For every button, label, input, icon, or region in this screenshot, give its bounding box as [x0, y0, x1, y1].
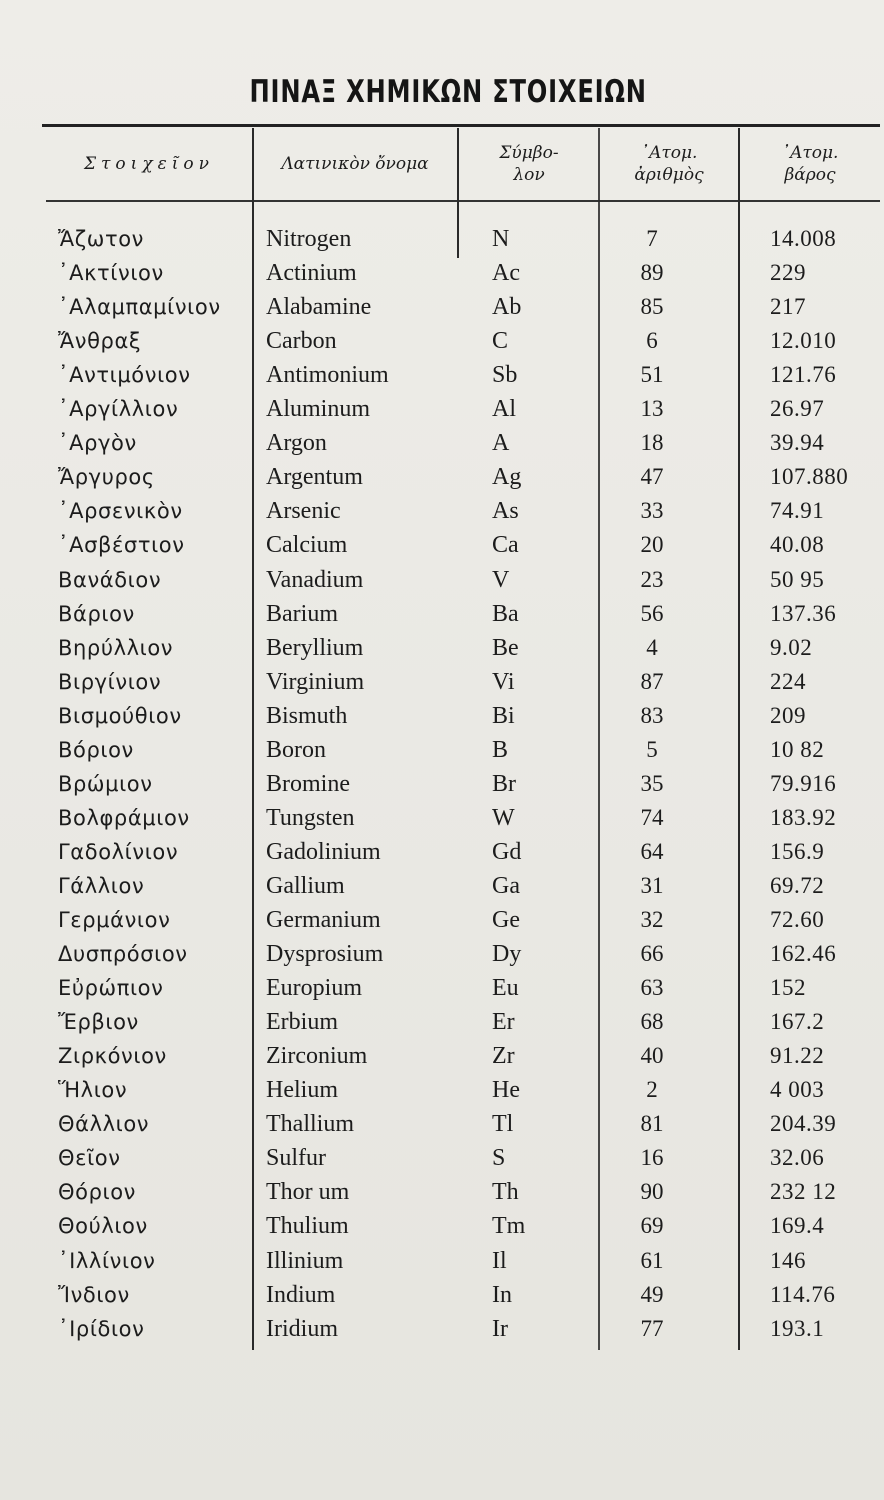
table-row	[0, 869, 884, 903]
atomic-weight: 9.02	[770, 634, 813, 660]
element-greek-name: Δυσπρόσιον	[58, 942, 188, 967]
element-greek-name: ᾿Ακτίνιον	[58, 261, 164, 286]
element-symbol: Il	[492, 1247, 507, 1274]
element-greek-name: Βολφράμιον	[58, 805, 190, 830]
atomic-number: 63	[640, 975, 664, 1001]
header-atomic-number	[600, 130, 738, 198]
element-latin-name: Thulium	[266, 1213, 349, 1240]
element-symbol: Ga	[492, 872, 520, 899]
element-latin-name: Gallium	[266, 872, 345, 899]
header-latin-name	[254, 130, 456, 198]
table-row	[0, 1107, 884, 1141]
atomic-number: 49	[640, 1281, 664, 1307]
header-element	[46, 130, 252, 198]
atomic-weight: 152	[770, 975, 806, 1001]
atomic-weight: 72.60	[770, 907, 825, 932]
atomic-number: 87	[640, 668, 664, 694]
element-symbol: B	[492, 736, 509, 763]
element-latin-name: Boron	[266, 736, 326, 763]
atomic-weight: 183.92	[770, 804, 837, 830]
page-title: ΠΙΝΑΞ ΧΗΜΙΚΩΝ ΣΤΟΙΧΕΙΩΝ	[249, 74, 647, 110]
atomic-weight: 79.916	[770, 770, 837, 796]
table-row	[0, 528, 884, 562]
element-greek-name: ᾿Ασβέστιον	[58, 533, 185, 558]
atomic-number: 31	[640, 872, 664, 898]
table-top-rule	[42, 124, 880, 127]
element-greek-name: Ἄζωτον	[58, 227, 144, 251]
table-row	[0, 801, 884, 835]
atomic-number: 23	[640, 566, 664, 592]
atomic-weight: 91.22	[770, 1043, 825, 1069]
element-latin-name: Germanium	[266, 907, 381, 933]
header-atomic-weight-line1: ᾿Ατομ.	[781, 143, 839, 163]
table-row	[0, 358, 884, 392]
element-symbol: S	[492, 1145, 506, 1172]
atomic-number: 90	[640, 1179, 664, 1205]
atomic-number: 33	[640, 498, 664, 524]
atomic-weight: 162.46	[770, 941, 837, 967]
atomic-weight: 156.9	[770, 838, 825, 864]
element-latin-name: Antimonium	[266, 362, 389, 389]
element-latin-name: Bismuth	[266, 702, 348, 729]
element-symbol: V	[492, 566, 510, 593]
element-symbol: In	[492, 1281, 512, 1308]
atomic-number: 64	[640, 838, 664, 864]
element-greek-name: Βόριον	[58, 737, 134, 762]
element-latin-name: Helium	[266, 1077, 338, 1104]
header-symbol-line1: Σύμβο-	[499, 143, 559, 163]
element-latin-name: Beryllium	[266, 634, 364, 661]
table-row	[0, 563, 884, 597]
element-latin-name: Zirconium	[266, 1043, 368, 1070]
element-latin-name: Vanadium	[266, 566, 364, 593]
atomic-number: 35	[640, 770, 664, 796]
table-row	[0, 290, 884, 324]
element-symbol: Ge	[492, 907, 520, 933]
header-symbol	[460, 130, 598, 198]
element-symbol: Dy	[492, 941, 522, 968]
element-latin-name: Arsenic	[266, 498, 341, 525]
element-latin-name: Carbon	[266, 328, 337, 355]
header-atomic-number-line1: ᾿Ατομ.	[640, 143, 698, 163]
element-greek-name: ᾿Αργὸν	[58, 431, 137, 456]
element-greek-name: Βηρύλλιον	[58, 635, 174, 660]
table-row	[0, 1175, 884, 1209]
element-latin-name: Gadolinium	[266, 838, 381, 865]
atomic-number: 5	[646, 736, 658, 762]
element-latin-name: Aluminum	[266, 396, 371, 423]
element-symbol: Ba	[492, 600, 519, 627]
header-atomic-weight-line2: βάρος	[784, 165, 836, 185]
atomic-number: 81	[640, 1111, 664, 1137]
element-latin-name: Argon	[266, 430, 327, 457]
element-greek-name: Ἔρβιον	[58, 1010, 139, 1035]
element-latin-name: Dysprosium	[266, 941, 384, 968]
table-row	[0, 324, 884, 358]
atomic-weight: 26.97	[770, 396, 825, 422]
element-latin-name: Nitrogen	[266, 226, 352, 252]
element-symbol: W	[492, 804, 515, 831]
table-row	[0, 1244, 884, 1278]
atomic-number: 66	[640, 941, 664, 967]
element-greek-name: ᾿Αντιμόνιον	[58, 363, 191, 388]
atomic-number: 32	[640, 907, 664, 932]
element-greek-name: Εὐρώπιον	[58, 976, 164, 1001]
element-symbol: Al	[492, 396, 516, 423]
element-greek-name: Βισμούθιον	[58, 703, 182, 728]
element-symbol: Sb	[492, 362, 518, 389]
atomic-number: 83	[640, 702, 664, 728]
element-latin-name: Thor um	[266, 1179, 350, 1206]
element-greek-name: Ἄνθραξ	[58, 329, 142, 354]
element-greek-name: Βρώμιον	[58, 771, 153, 796]
element-latin-name: Erbium	[266, 1009, 338, 1036]
table-row	[0, 1278, 884, 1312]
table-row	[0, 631, 884, 665]
element-greek-name: ᾿Ιρίδιον	[58, 1316, 145, 1341]
element-symbol: Ag	[492, 464, 522, 491]
atomic-number: 7	[646, 226, 658, 251]
element-latin-name: Bromine	[266, 770, 350, 797]
header-atomic-weight	[740, 130, 880, 198]
atomic-number: 89	[640, 260, 664, 286]
atomic-weight: 107.880	[770, 464, 849, 490]
element-symbol: Zr	[492, 1043, 515, 1070]
element-symbol: Be	[492, 634, 519, 661]
atomic-weight: 232 12	[770, 1179, 837, 1205]
atomic-weight: 114.76	[770, 1281, 836, 1307]
element-symbol: As	[492, 498, 519, 525]
element-greek-name: ᾿Αλαμπαμίνιον	[58, 295, 221, 320]
header-element-label: Στοιχεῖον	[84, 154, 214, 174]
table-row	[0, 460, 884, 494]
atomic-weight: 14.008	[770, 226, 837, 251]
atomic-weight: 146	[770, 1247, 806, 1273]
element-symbol: C	[492, 328, 509, 355]
element-symbol: He	[492, 1077, 520, 1104]
element-symbol: Bi	[492, 702, 515, 729]
atomic-weight: 40.08	[770, 532, 825, 558]
element-greek-name: Γαδολίνιον	[58, 839, 179, 864]
element-symbol: Eu	[492, 975, 519, 1002]
atomic-weight: 12.010	[770, 328, 837, 354]
element-latin-name: Actinium	[266, 260, 357, 287]
atomic-weight: 224	[770, 668, 806, 694]
atomic-number: 69	[640, 1213, 664, 1239]
atomic-number: 16	[640, 1145, 664, 1171]
atomic-number: 2	[646, 1077, 658, 1103]
table-row	[0, 1209, 884, 1243]
element-symbol: Br	[492, 770, 516, 797]
atomic-number: 20	[640, 532, 664, 558]
element-symbol: Th	[492, 1179, 519, 1206]
atomic-weight: 50 95	[770, 566, 825, 592]
element-latin-name: Iridium	[266, 1315, 338, 1342]
table-row	[0, 494, 884, 528]
element-greek-name: Θεῖον	[58, 1146, 121, 1171]
element-latin-name: Calcium	[266, 532, 348, 559]
table-row	[0, 903, 884, 937]
table-row	[0, 665, 884, 699]
atomic-weight: 32.06	[770, 1145, 825, 1171]
element-latin-name: Alabamine	[266, 294, 372, 321]
element-symbol: Gd	[492, 838, 522, 865]
atomic-number: 77	[640, 1315, 664, 1341]
atomic-weight: 209	[770, 702, 806, 728]
element-greek-name: Βανάδιον	[58, 567, 162, 592]
element-symbol: N	[492, 226, 510, 252]
element-greek-name: Ἴνδιον	[58, 1282, 130, 1307]
element-greek-name: Ζιρκόνιον	[58, 1044, 167, 1069]
atomic-weight: 121.76	[770, 362, 837, 388]
element-latin-name: Barium	[266, 600, 338, 627]
table-row	[0, 1141, 884, 1175]
table-row	[0, 392, 884, 426]
atomic-number: 47	[640, 464, 664, 490]
atomic-number: 74	[640, 804, 664, 830]
atomic-number: 18	[640, 430, 664, 456]
atomic-number: 68	[640, 1009, 664, 1035]
atomic-number: 6	[646, 328, 658, 354]
element-symbol: Tl	[492, 1111, 514, 1138]
table-row	[0, 767, 884, 801]
table-row	[0, 426, 884, 460]
table-row	[0, 937, 884, 971]
atomic-number: 85	[640, 294, 664, 320]
element-greek-name: ᾿Ιλλίνιον	[58, 1248, 156, 1273]
element-greek-name: Ἥλιον	[58, 1078, 128, 1103]
atomic-weight: 74.91	[770, 498, 825, 524]
atomic-weight: 137.36	[770, 600, 837, 626]
table-row	[0, 1039, 884, 1073]
element-symbol: Ac	[492, 260, 520, 287]
atomic-weight: 167.2	[770, 1009, 825, 1035]
element-latin-name: Tungsten	[266, 804, 355, 831]
element-symbol: Ir	[492, 1315, 508, 1342]
element-symbol: Vi	[492, 668, 515, 695]
table-row	[0, 1312, 884, 1346]
element-latin-name: Argentum	[266, 464, 363, 491]
element-greek-name: Γάλλιον	[58, 873, 145, 898]
atomic-number: 51	[640, 362, 664, 388]
atomic-weight: 10 82	[770, 736, 825, 762]
element-latin-name: Europium	[266, 975, 362, 1002]
element-latin-name: Indium	[266, 1281, 336, 1308]
table-row	[0, 733, 884, 767]
element-symbol: Tm	[492, 1213, 526, 1240]
atomic-number: 4	[646, 634, 658, 660]
table-row	[0, 222, 884, 256]
atomic-weight: 4 003	[770, 1077, 825, 1103]
header-symbol-line2: λον	[513, 165, 545, 185]
atomic-number: 56	[640, 600, 664, 626]
atomic-weight: 169.4	[770, 1213, 825, 1239]
element-latin-name: Illinium	[266, 1247, 344, 1274]
element-greek-name: Γερμάνιον	[58, 908, 171, 932]
table-row	[0, 971, 884, 1005]
atomic-number: 61	[640, 1247, 664, 1273]
element-symbol: A	[492, 430, 510, 457]
element-greek-name: Θόριον	[58, 1180, 136, 1205]
element-greek-name: Ἄργυρος	[58, 465, 155, 490]
table-row	[0, 256, 884, 290]
header-latin-name-label: Λατινικὸν ὄνομα	[281, 154, 429, 174]
atomic-number: 13	[640, 396, 664, 422]
element-greek-name: ᾿Αρσενικὸν	[58, 499, 183, 524]
table-row	[0, 699, 884, 733]
element-latin-name: Virginium	[266, 668, 365, 695]
table-row	[0, 597, 884, 631]
table-row	[0, 835, 884, 869]
atomic-number: 40	[640, 1043, 664, 1069]
element-latin-name: Thallium	[266, 1111, 354, 1138]
element-greek-name: Βάριον	[58, 601, 135, 626]
atomic-weight: 229	[770, 260, 806, 286]
atomic-weight: 39.94	[770, 430, 825, 456]
atomic-weight: 217	[770, 294, 806, 320]
atomic-weight: 69.72	[770, 872, 825, 898]
table-row	[0, 1005, 884, 1039]
element-symbol: Ab	[492, 294, 522, 321]
element-greek-name: Θάλλιον	[58, 1112, 150, 1137]
element-greek-name: ᾿Αργίλλιον	[58, 397, 179, 422]
table-row	[0, 1073, 884, 1107]
element-latin-name: Sulfur	[266, 1145, 326, 1172]
atomic-weight: 193.1	[770, 1315, 825, 1341]
element-symbol: Ca	[492, 532, 519, 559]
element-greek-name: Θούλιον	[58, 1214, 148, 1239]
element-greek-name: Βιργίνιον	[58, 669, 162, 694]
atomic-weight: 204.39	[770, 1111, 837, 1137]
table-header-rule	[46, 200, 880, 202]
header-atomic-number-line2: ἀριθμὸς	[634, 165, 704, 185]
element-symbol: Er	[492, 1009, 515, 1036]
